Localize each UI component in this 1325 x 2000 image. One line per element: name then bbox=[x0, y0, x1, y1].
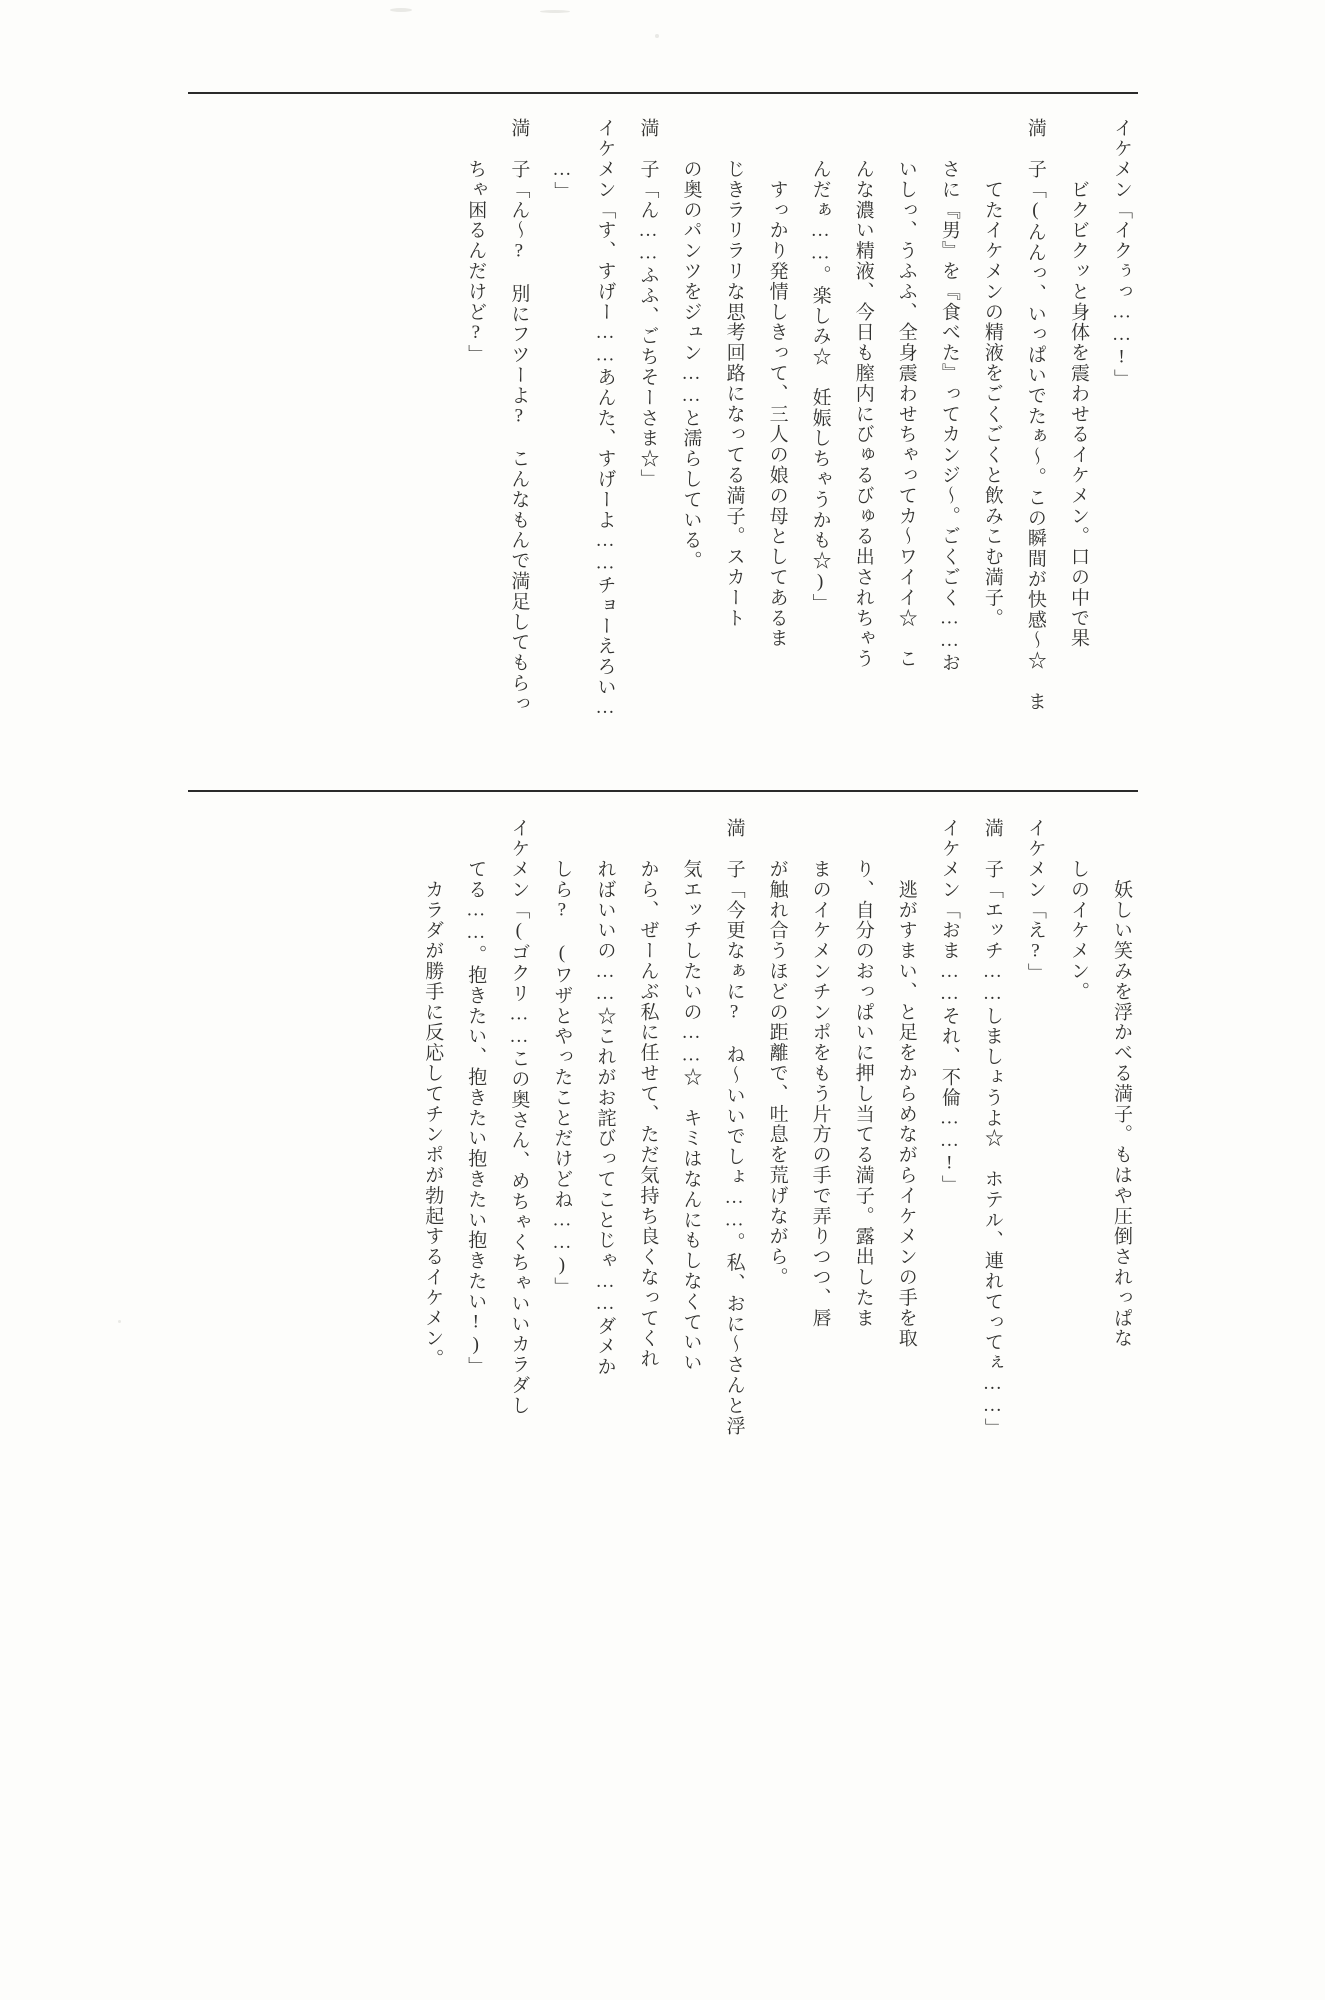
text-line: イケメン「おま……それ、不倫……!」 bbox=[938, 818, 960, 1196]
text-line: まのイケメンチンポをもう片方の手で弄りつつ、唇 bbox=[809, 818, 831, 1328]
horizontal-rule-top bbox=[188, 92, 1138, 94]
text-line: 気エッチしたいの……☆ キミはなんにもしなくていい bbox=[680, 818, 702, 1373]
text-line: ビクビクッと身体を震わせるイケメン。口の中で果 bbox=[1067, 118, 1089, 649]
text-line: が触れ合うほどの距離で、吐息を荒げながら。 bbox=[766, 818, 788, 1288]
text-line: てる……。抱きたい、抱きたい抱きたい抱きたい!)」 bbox=[465, 818, 487, 1377]
text-line: り、自分のおっぱいに押し当てる満子。露出したま bbox=[852, 818, 874, 1328]
text-line: 満 子「(んんっ、いっぱいでたぁ〜。この瞬間が快感〜☆ ま bbox=[1024, 118, 1046, 712]
text-line: から、ぜーんぶ私に任せて、ただ気持ち良くなってくれ bbox=[637, 818, 659, 1369]
text-line: じきラリラリな思考回路になってる満子。スカート bbox=[723, 118, 745, 628]
text-line: てたイケメンの精液をごくごくと飲みこむ満子。 bbox=[981, 118, 1003, 628]
text-line: しら? (ワザとやったことだけどね……)」 bbox=[551, 818, 573, 1298]
text-line: イケメン「(ゴクリ……この奥さん、めちゃくちゃいいカラダし bbox=[508, 818, 530, 1416]
text-line: 満 子「今更なぁに? ね〜いいでしょ……。私、おに〜さんと浮 bbox=[723, 818, 745, 1436]
scan-speckle bbox=[118, 1320, 121, 1323]
text-line: ればいいの……☆これがお詫びってことじゃ……ダメか bbox=[594, 818, 616, 1377]
text-line: 満 子「ん……ふふ、ごちそーさま☆」 bbox=[637, 118, 659, 490]
text-section-bottom bbox=[180, 818, 1140, 1478]
text-line: 満 子「ん〜? 別にフツーよ? こんなもんで満足してもらっ bbox=[508, 118, 530, 714]
text-line: カラダが勝手に反応してチンポが勃起するイケメン。 bbox=[422, 818, 444, 1369]
horizontal-rule-middle bbox=[188, 790, 1138, 792]
text-line: すっかり発情しきって、三人の娘の母としてあるま bbox=[766, 118, 788, 649]
text-line: しのイケメン。 bbox=[1067, 818, 1089, 1002]
text-line: 妖しい笑みを浮かべる満子。もはや圧倒されっぱな bbox=[1111, 818, 1132, 1349]
text-line: 満 子「エッチ……しましょうよ☆ ホテル、連れてってぇ……」 bbox=[981, 818, 1003, 1438]
text-line: んな濃い精液、今日も膣内にびゅるびゅる出されちゃう bbox=[852, 118, 874, 669]
scan-speckle bbox=[655, 34, 659, 38]
text-line: ちゃ困るんだけど?」 bbox=[465, 118, 487, 365]
text-line: イケメン「え?」 bbox=[1024, 818, 1046, 984]
text-line: …」 bbox=[551, 118, 573, 202]
scan-speckle bbox=[390, 8, 412, 12]
text-line: さに『男』を『食べた』ってカンジ〜。ごくごく……お bbox=[938, 118, 960, 673]
text-line: んだぁ……。楽しみ☆ 妊娠しちゃうかも☆)」 bbox=[809, 118, 831, 614]
text-line: いしっ、うふふ、全身震わせちゃってカ〜ワイイ☆ こ bbox=[895, 118, 917, 669]
text-line: の奥のパンツをジュン……と濡らしている。 bbox=[680, 118, 702, 571]
text-section-top bbox=[180, 118, 1140, 768]
scan-speckle bbox=[540, 10, 570, 13]
text-line: イケメン「イクぅっ……!」 bbox=[1111, 118, 1132, 390]
text-line: イケメン「す、すげー……あんた、すげーよ……チョーえろい… bbox=[594, 118, 616, 720]
text-line: 逃がすまい、と足をからめながらイケメンの手を取 bbox=[895, 818, 917, 1349]
